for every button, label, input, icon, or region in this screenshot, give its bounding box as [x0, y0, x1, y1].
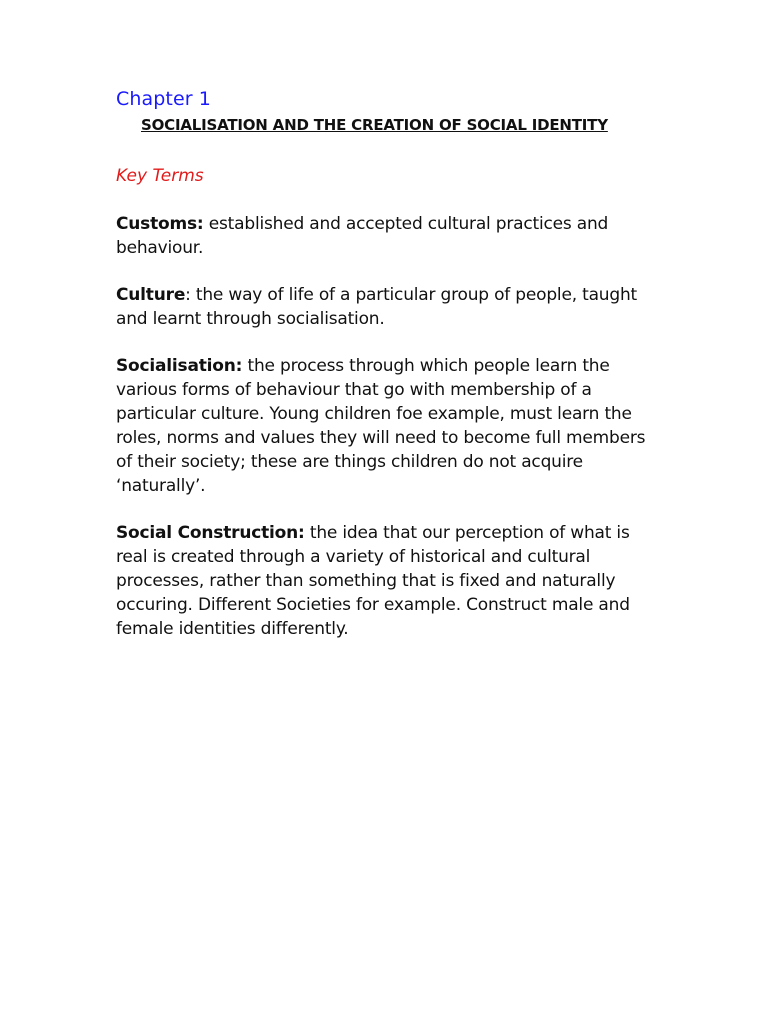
term-name: Socialisation: [116, 356, 243, 376]
term-name: Customs: [116, 214, 204, 234]
term-definition: established and accepted cultural practices and behaviour. [116, 214, 609, 258]
term-social-construction [116, 521, 661, 641]
term-definition: the idea that our perception of what is real is created through a variety of historical and cultural processes, rather than something that is fixed and naturally occuring. Different Societies for example. Construct male and female identities differently. [116, 523, 630, 639]
term-name: Culture [116, 285, 186, 305]
term-customs [116, 212, 661, 260]
section-heading: SOCIALISATION AND THE CREATION OF SOCIAL IDENTITY [141, 116, 608, 134]
term-definition: the process through which people learn the various forms of behaviour that go with membership of a particular culture. Young children foe example, must learn the roles, norms and values they will need to become full members of their society; these are things children do not acquire ‘naturally’. [116, 356, 646, 496]
chapter-title: Chapter 1 [116, 88, 211, 110]
key-terms-label: Key Terms [116, 166, 204, 186]
term-socialisation [116, 354, 661, 498]
term-definition: : the way of life of a particular group of people, taught and learnt through socialisation. [116, 285, 637, 329]
term-culture [116, 283, 661, 331]
term-name: Social Construction: [116, 523, 305, 543]
